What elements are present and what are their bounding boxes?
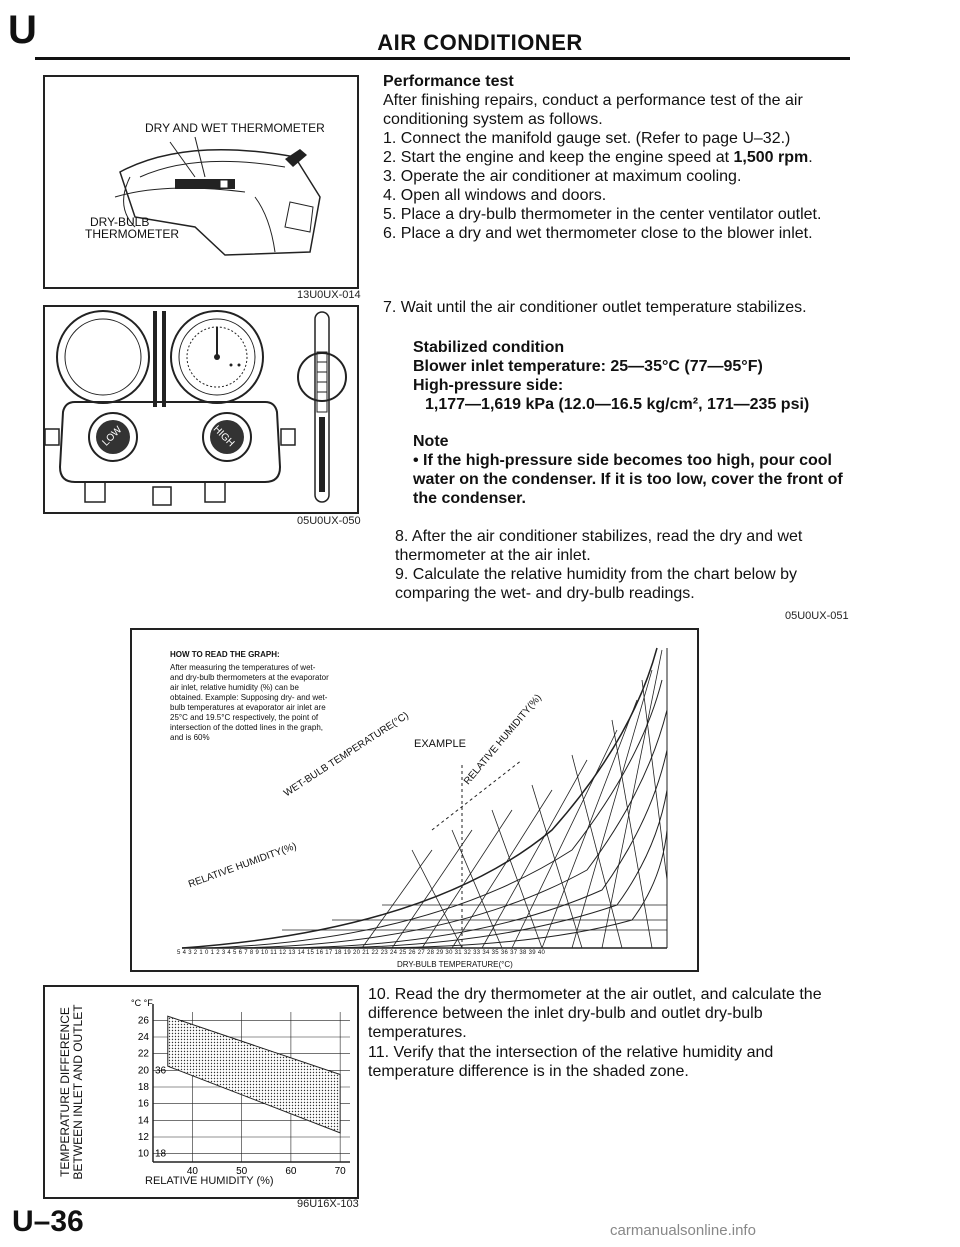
x-tick-label: 70 — [334, 1166, 346, 1177]
note-heading: Note — [413, 433, 449, 450]
blower-inlet-spec: Blower inlet temperature: 25—35°C (77—95°F) — [413, 358, 763, 375]
x-tick-label: 40 — [186, 1166, 198, 1177]
performance-code: 05U0UX-051 — [785, 610, 849, 622]
y-tick-label-c: 20 — [137, 1065, 149, 1077]
page-number: U–36 — [12, 1205, 84, 1238]
performance-section — [383, 72, 853, 243]
y-tick-label-c: 18 — [137, 1082, 149, 1093]
y-tick-label-c: 10 — [137, 1148, 149, 1160]
x-tick-label: 50 — [236, 1166, 248, 1177]
performance-heading: Performance test — [383, 73, 514, 90]
dry-bulb-x-ticks: 5 4 3 2 1 0 1 2 3 4 5 6 7 8 9 10 11 12 13 14 15 16 17 18 19 20 21 22 23 24 25 26 27 28 29 30 31 32 33 34 35 36 37 38 39 40 — [177, 950, 546, 956]
step-3: 3. Operate the air conditioner at maximum cooling. — [383, 168, 742, 185]
figure-dashboard — [43, 75, 359, 289]
step-9: 9. Calculate the relative humidity from the chart below by comparing the wet- and dry-bulb readings. — [395, 566, 797, 602]
site-watermark: carmanualsonline.info — [610, 1222, 756, 1239]
knob-high-label: HIGH — [210, 423, 237, 450]
example-label: EXAMPLE — [414, 738, 466, 750]
rh-label-left: RELATIVE HUMIDITY(%) — [187, 840, 299, 891]
y-tick-label-f: 18 — [155, 1148, 167, 1160]
page-title: AIR CONDITIONER — [377, 30, 583, 55]
dry-bulb-x-label: DRY-BULB TEMPERATURE(°C) — [397, 960, 513, 969]
y-tick-label-c: 14 — [137, 1115, 149, 1127]
chart-x-label — [145, 1175, 274, 1187]
step-10: 10. Read the dry thermometer at the air outlet, and calculate the difference between the inlet dry-bulb and outlet dry-bulb temperatures. — [368, 986, 822, 1041]
step-5: 5. Place a dry-bulb thermometer in the center ventilator outlet. — [383, 206, 822, 223]
step-11: 11. Verify that the intersection of the relative humidity and temperature difference is in the shaded zone. — [368, 1044, 774, 1080]
wet-bulb-label: WET-BULB TEMPERATURE(°C) — [282, 710, 411, 800]
y-tick-label-c: 12 — [137, 1132, 149, 1143]
note-text: • If the high-pressure side becomes too high, pour cool water on the condenser. If it is too low, cover the front of the condenser. — [413, 452, 843, 507]
stabilized-heading: Stabilized condition — [413, 339, 565, 356]
figure-dashboard-label-left-1: DRY-BULB — [90, 215, 150, 229]
step-7: 7. Wait until the air conditioner outlet temperature stabilizes. — [383, 299, 807, 316]
how-to-read-heading: HOW TO READ THE GRAPH: — [170, 650, 280, 659]
y-tick-label-c: 22 — [137, 1048, 149, 1060]
step-8: 8. After the air conditioner stabilizes, read the dry and wet thermometer at the air inlet. — [395, 528, 803, 564]
figure-dashboard-label-top: DRY AND WET THERMOMETER — [145, 121, 325, 135]
step-2-rpm: 1,500 rpm — [733, 149, 809, 166]
step-4: 4. Open all windows and doors. — [383, 187, 607, 204]
temp-difference-chart-code: 96U16X-103 — [297, 1198, 359, 1210]
high-pressure-value: 1,177—1,619 kPa (12.0—16.5 kg/cm², 171—235 psi) — [425, 396, 810, 413]
knob-low-label: LOW — [100, 424, 125, 449]
step-2: 2. Start the engine and keep the engine speed at 1,500 rpm. — [383, 149, 813, 166]
stabilized-block — [413, 338, 853, 414]
y-unit-label: °C °F — [131, 998, 153, 1008]
shaded-zone — [168, 1016, 340, 1133]
temp-difference-chart — [43, 985, 359, 1199]
temp-difference-plot — [45, 987, 357, 1197]
figure-dashboard-label-left-2: THERMOMETER — [85, 227, 179, 241]
y-tick-label-c: 16 — [137, 1098, 149, 1110]
y-tick-label-c: 24 — [137, 1032, 149, 1043]
manifold-gauge-illustration — [45, 307, 357, 512]
how-to-read-text: After measuring the temperatures of wet- and dry-bulb thermometers at the evaporator air inlet, relative humidity (%) can be obtained. Example: Supposing dry- and wet-bulb temperatures at evaporator air inlet are 25°C and 19.5°C respectively, the point of intersection of the dotted lines in the graph, and is 60% — [170, 663, 329, 742]
figure-dashboard-code: 13U0UX-014 — [297, 289, 361, 301]
x-tick-label: 60 — [285, 1166, 297, 1177]
header-rule — [35, 57, 850, 60]
y-tick-label-f: 36 — [155, 1065, 167, 1077]
step-1: 1. Connect the manifold gauge set. (Refer to page U–32.) — [383, 130, 791, 147]
chart-x-label-text: RELATIVE HUMIDITY (%) — [145, 1175, 274, 1187]
figure-manifold-gauge-code: 05U0UX-050 — [297, 515, 361, 527]
psychrometric-chart — [130, 628, 699, 972]
step-2-text: 2. Start the engine and keep the engine speed at — [383, 149, 734, 166]
dashboard-illustration — [45, 77, 357, 287]
step-6: 6. Place a dry and wet thermometer close to the blower inlet. — [383, 225, 813, 242]
chart-y-label-text: TEMPERATURE DIFFERENCE BETWEEN INLET AND OUTLET — [58, 1004, 85, 1180]
y-tick-label-c: 26 — [137, 1015, 149, 1027]
performance-intro: After finishing repairs, conduct a performance test of the air conditioning system as follows. — [383, 92, 803, 128]
psychrometric-grid — [132, 630, 697, 970]
high-pressure-label: High-pressure side: — [413, 377, 564, 394]
rh-label-right: RELATIVE HUMIDITY(%) — [462, 692, 544, 788]
figure-manifold-gauge — [43, 305, 359, 514]
section-letter: U — [8, 8, 37, 52]
note-block — [413, 432, 853, 508]
